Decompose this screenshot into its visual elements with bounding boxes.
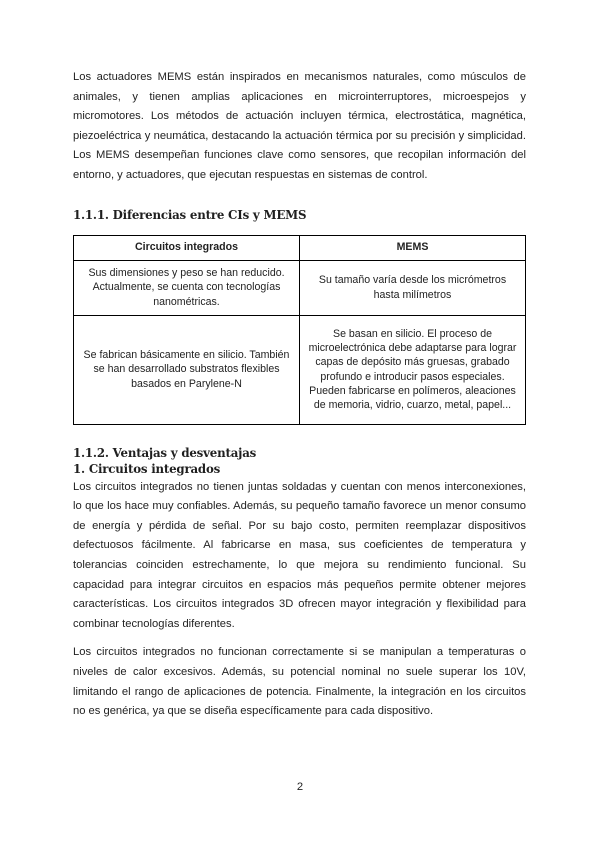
table-cell: Se fabrican básicamente en silicio. También se han desarrollado substratos flexibles basados en Parylene-N	[74, 315, 300, 424]
disadvantages-paragraph: Los circuitos integrados no funcionan correctamente si se manipulan a temperaturas o niveles de calor excesivos. Además, su potencial nominal no suele superar los 10V, limitando el rango de aplicaciones de potencia. Finalmente, la integración en los circuitos no es genérica, ya que se diseña específicamente para cada dispositivo.	[73, 646, 526, 718]
intro-paragraph: Los actuadores MEMS están inspirados en mecanismos naturales, como músculos de animales, y tienen amplias aplicaciones en microinterruptores, microespejos y micromotores. Los métodos de actuación incluyen térmica, electrostática, magnética, piezoeléctrica y neumática, destacando la actuación térmica por su precisión y simplicidad. Los MEMS desempeñan funciones clave como sensores, que recopilan información del entorno, y actuadores, que ejecutan respuestas en sistemas de control.	[73, 71, 526, 181]
subheading-integrated-circuits: 1. Circuitos integrados	[73, 461, 221, 476]
table-header-mems: MEMS	[300, 235, 526, 260]
comparison-table	[73, 235, 526, 425]
page-content	[73, 68, 526, 722]
table-row	[74, 260, 526, 315]
table-cell: Sus dimensiones y peso se han reducido. Actualmente, se cuenta con tecnologías nanométricas.	[74, 260, 300, 315]
table-header-ci: Circuitos integrados	[74, 235, 300, 260]
table-row	[74, 315, 526, 424]
table-cell: Se basan en silicio. El proceso de microelectrónica debe adaptarse para lograr capas de depósito más gruesas, grabado profundo e introducir pasos especiales. Pueden fabricarse en polímeros, aleaciones de memoria, vidrio, cuarzo, metal, papel...	[300, 315, 526, 424]
section-heading-differences: 1.1.1. Diferencias entre CIs y MEMS	[73, 207, 307, 222]
page-number: 2	[296, 781, 304, 793]
table-cell: Su tamaño varía desde los micrómetros hasta milímetros	[300, 260, 526, 315]
advantages-paragraph: Los circuitos integrados no tienen juntas soldadas y cuentan con menos interconexiones, lo que los hace muy confiables. Además, su pequeño tamaño favorece un menor consumo de energía y pérdida de señal. Por su bajo costo, permiten reemplazar dispositivos defectuosos fácilmente. Al fabricarse en masa, sus coeficientes de temperatura y tolerancias coinciden estrechamente, lo que mejora su rendimiento funcional. Su capacidad para integrar circuitos en espacios más pequeños permite obtener mejores características. Los circuitos integrados 3D ofrecen mayor integración y flexibilidad para combinar tecnologías diferentes.	[73, 480, 526, 630]
table-header-row	[74, 235, 526, 260]
section-heading-advantages: 1.1.2. Ventajas y desventajas	[73, 445, 257, 460]
